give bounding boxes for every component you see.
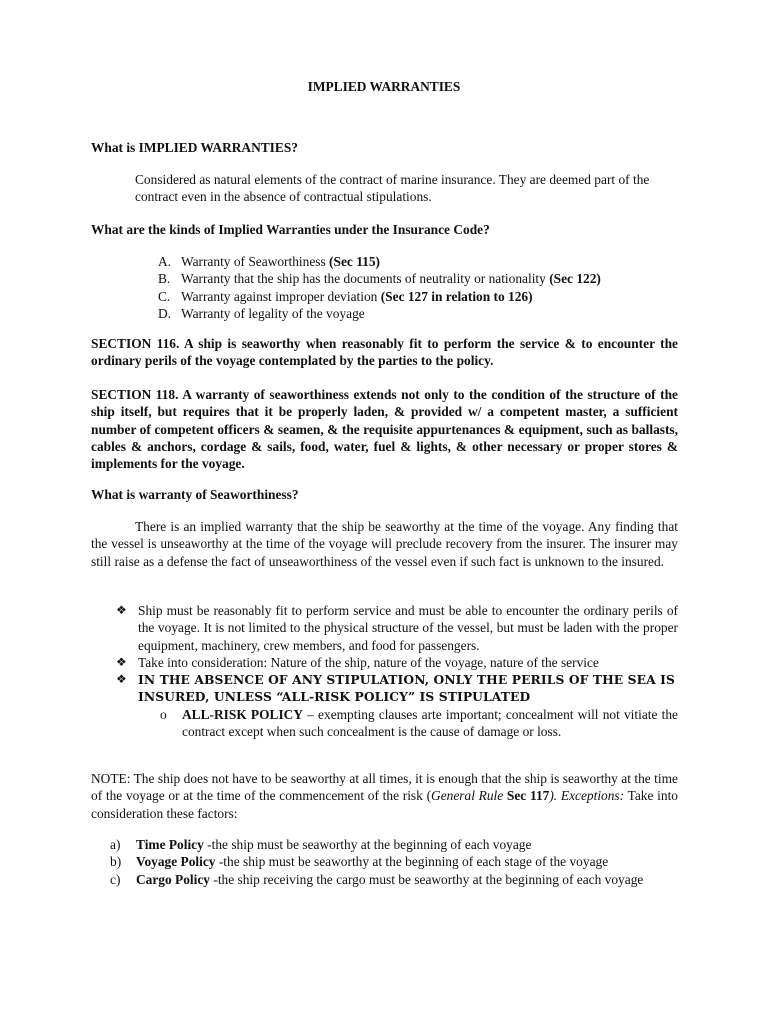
answer-3: There is an implied warranty that the ship be seaworthy at the time of the voyage. Any finding that the vessel is unseaworthy at the time of the voyage will preclude recovery from the insurer. The insurer may still raise as a defense the fact of unseaworthiness of the vessel even if such fact is unknown to the insured. <box>91 519 678 569</box>
list-item: a) Time Policy -the ship must be seaworthy at the beginning of each voyage <box>110 837 532 852</box>
list-item: A. Warranty of Seaworthiness (Sec 115) <box>158 254 380 269</box>
answer-1: Considered as natural elements of the contract of marine insurance. They are deemed part of the contract even in the absence of contractual stipulations. <box>135 172 650 205</box>
diamond-bullet-icon: ❖ <box>116 654 127 669</box>
list-item: D. Warranty of legality of the voyage <box>158 305 365 321</box>
list-item: ❖ Ship must be reasonably fit to perform service and must be able to encounter the ordinary perils of the voyage. It is not limited to the physical structure of the vessel, but must be laden with the proper equipment, machinery, crew members, and food for passengers. <box>116 603 678 653</box>
question-1: What is IMPLIED WARRANTIES? <box>91 140 298 155</box>
bullet-list <box>116 602 678 740</box>
list-item: C. Warranty against improper deviation (Sec 127 in relation to 126) <box>158 288 533 304</box>
list-item: ❖ Take into consideration: Nature of the ship, nature of the voyage, nature of the service <box>116 654 599 670</box>
sub-list-item: o ALL-RISK POLICY – exempting clauses arte important; concealment will not vitiate the contract except when such concealment is the cause of damage or loss. <box>160 706 678 740</box>
kinds-list <box>158 253 678 322</box>
list-item: c) Cargo Policy -the ship receiving the cargo must be seaworthy at the beginning of each voyage <box>110 871 644 887</box>
question-3: What is warranty of Seaworthiness? <box>91 487 299 502</box>
diamond-bullet-icon: ❖ <box>116 672 127 687</box>
list-item: b) Voyage Policy -the ship must be seaworthy at the beginning of each stage of the voyage <box>110 854 609 870</box>
list-item: B. Warranty that the ship has the documents of neutrality or nationality (Sec 122) <box>158 271 601 287</box>
section-116: SECTION 116. A ship is seaworthy when reasonably fit to perform the service & to encounter the ordinary perils of the voyage contemplated by the parties to the policy. <box>91 336 678 369</box>
section-118: SECTION 118. A warranty of seaworthiness extends not only to the condition of the structure of the ship itself, but requires that it be properly laden, & provided w/ a competent master, a sufficient number of competent officers & seamen, & the requisite appurtenances & equipment, such as ballasts, cables & anchors, cordage & sails, food, water, fuel & lights, & other necessary or proper stores & implements for the voyage. <box>91 387 678 472</box>
page-title: IMPLIED WARRANTIES <box>307 79 461 94</box>
circle-bullet-icon: o <box>160 706 167 722</box>
policy-list <box>110 836 678 888</box>
note-paragraph: NOTE: The ship does not have to be seaworthy at all times, it is enough that the ship is seaworthy at the time of the voyage or at the time of the commencement of the risk (General Rule Sec 117). Exceptions: Take into consideration these factors: <box>91 771 678 821</box>
list-item: ❖ IN THE ABSENCE OF ANY STIPULATION, ONLY THE PERILS OF THE SEA IS INSURED, UNLESS “ALL-RISK POLICY” IS STIPULATED <box>116 672 675 705</box>
question-2: What are the kinds of Implied Warranties under the Insurance Code? <box>91 222 490 237</box>
diamond-bullet-icon: ❖ <box>116 603 127 617</box>
